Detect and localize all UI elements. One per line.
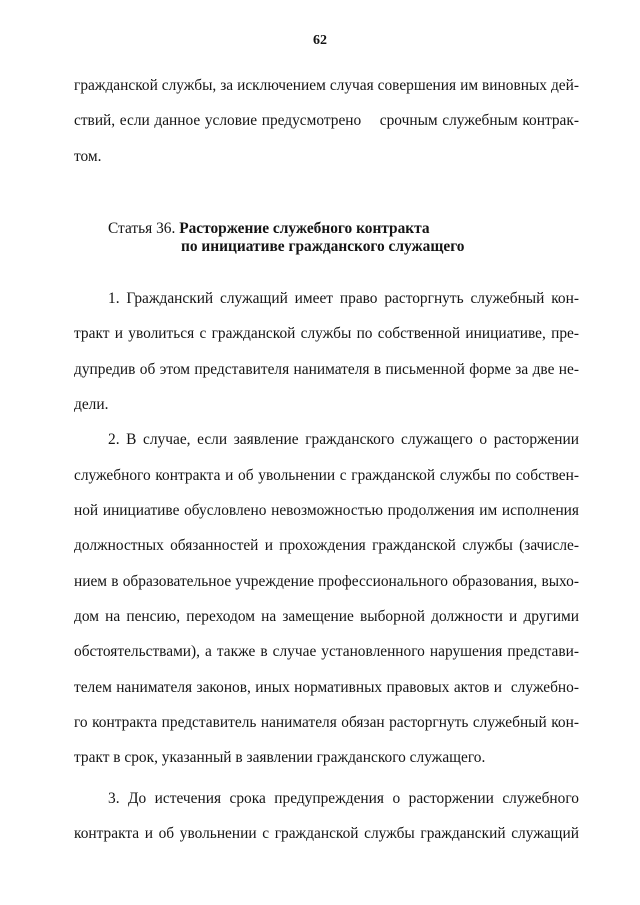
text-line: служебного контракта и об увольнении с гражданской службы по собствен- [74, 467, 579, 484]
article-heading-line-2 [181, 237, 465, 257]
text-line: тракт в срок, указанный в заявлении гражданского служащего. [74, 749, 486, 766]
text-line: гражданской службы, за исключением случая совершения им виновных дей- [74, 77, 579, 94]
text-line: обстоятельствами), а также в случае установленного нарушения представи- [74, 643, 579, 660]
text-line: контракта и об увольнении с гражданской службы гражданский служащий [74, 825, 579, 842]
text-line: го контракта представитель нанимателя обязан расторгнуть служебный кон- [74, 714, 579, 731]
page-number: 62 [313, 33, 327, 48]
text-line: тракт и уволиться с гражданской службы по собственной инициативе, пре- [74, 325, 579, 342]
text-line: телем нанимателя законов, иных нормативных правовых актов и служебно- [74, 679, 579, 696]
text-line: 2. В случае, если заявление гражданского служащего о расторжении [108, 431, 579, 448]
text-line: ной инициативе обусловлено невозможностью продолжения им исполнения [74, 502, 579, 519]
text-line: ствий, если данное условие предусмотрено срочным служебным контрак- [74, 112, 579, 129]
article-heading [108, 219, 430, 239]
text-line: 3. До истечения срока предупреждения о расторжении служебного [108, 790, 579, 807]
text-line: том. [74, 148, 102, 165]
text-line: дупредив об этом представителя нанимателя в письменной форме за две не- [74, 361, 579, 378]
text-line: должностных обязанностей и прохождения гражданской службы (зачисле- [74, 537, 579, 554]
text-line: дели. [74, 396, 109, 413]
text-line: дом на пенсию, переходом на замещение выборной должности и другими [74, 608, 579, 625]
article-title-line-1: Расторжение служебного контракта [179, 220, 430, 237]
text-line: нием в образовательное учреждение профессионального образования, выхо- [74, 573, 579, 590]
text-line: 1. Гражданский служащий имеет право расторгнуть служебный кон- [108, 290, 579, 307]
article-prefix: Статья 36. [108, 220, 176, 237]
article-title-line-2: по инициативе гражданского служащего [181, 238, 465, 255]
